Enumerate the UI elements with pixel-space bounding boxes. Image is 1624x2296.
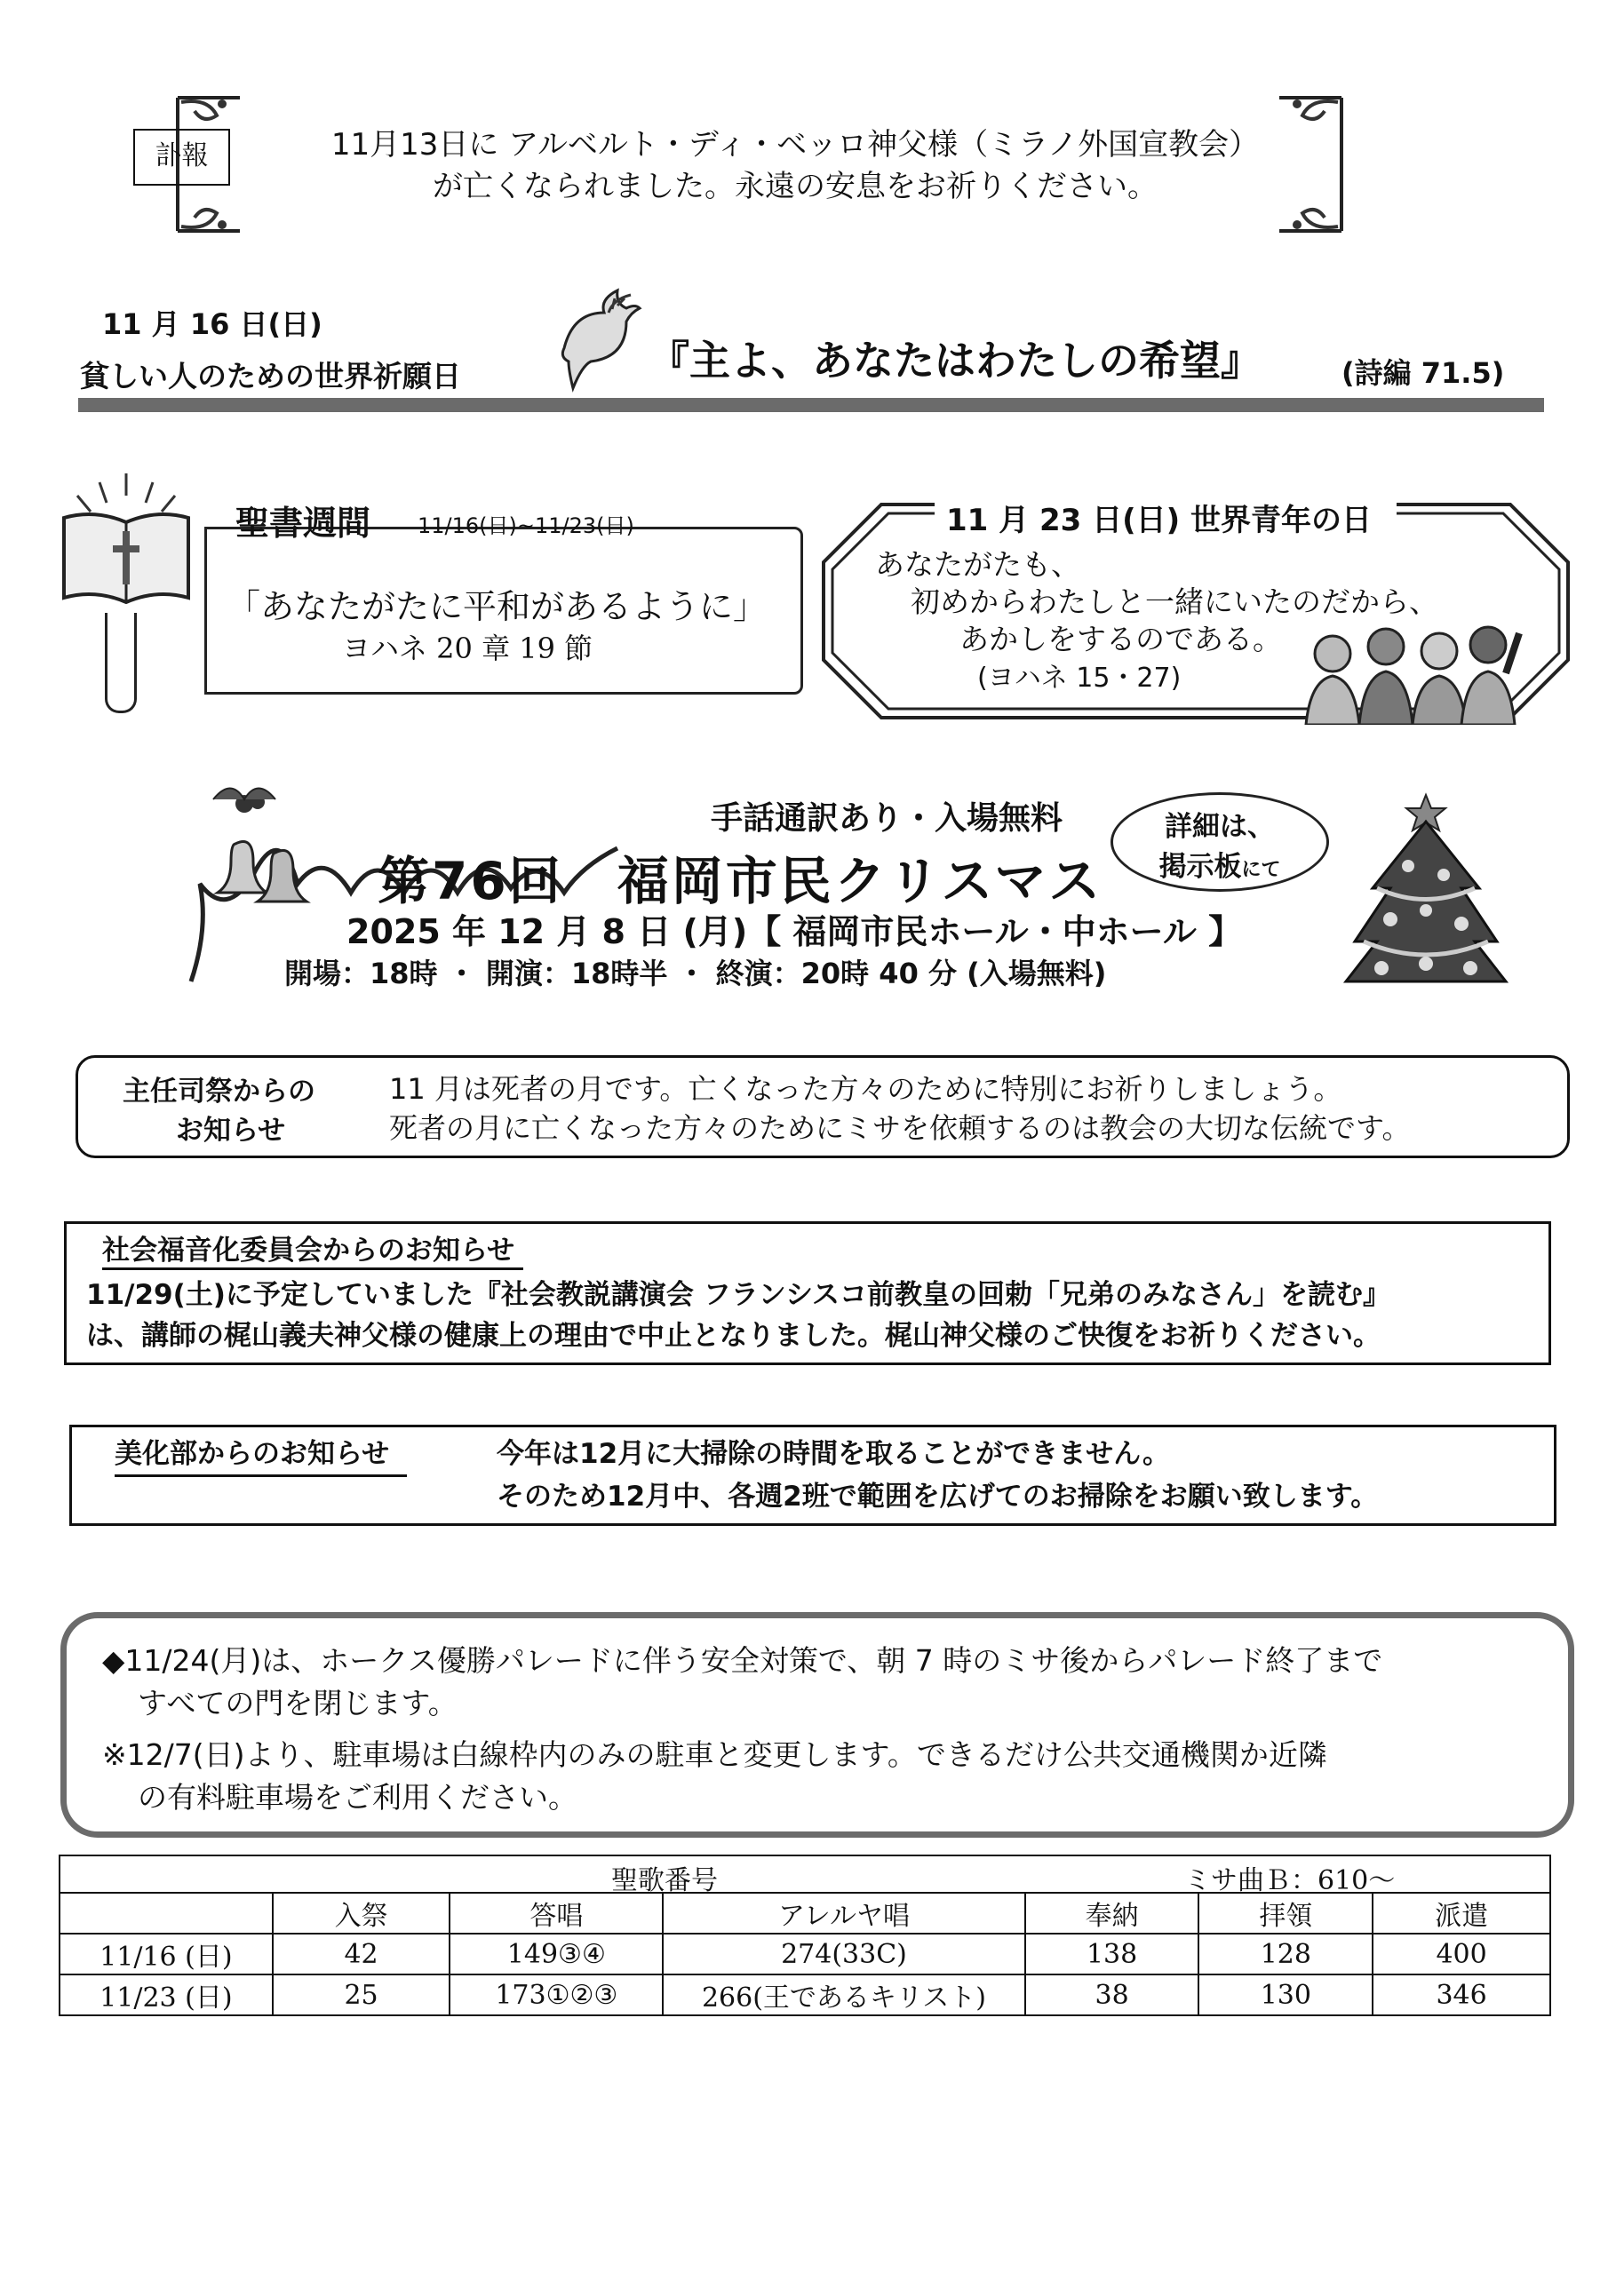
youth-day-line-3: あかしをするのである。 [959, 622, 1282, 656]
christmas-subtitle: 手話通訳あり・入場無料 [711, 800, 1063, 837]
table-cell: 11/23 (日) [60, 1974, 273, 2015]
pastor-notice-line-1: 11 月は死者の月です。亡くなった方々のために特別にお祈りしましょう。 [389, 1072, 1342, 1106]
poor-day-name: 貧しい人のための世界祈願日 [80, 359, 461, 393]
header-cell: 拝領 [1198, 1893, 1373, 1934]
table-cell: 400 [1373, 1934, 1550, 1974]
bible-week-ref: ヨハネ 20 章 19 節 [342, 632, 593, 665]
obituary-text [249, 124, 1341, 208]
details-note-line-1: 詳細は、 [1165, 811, 1275, 843]
header-cell: 答唱 [450, 1893, 663, 1934]
announcement-1-line-2: すべての門を閉じます。 [138, 1686, 458, 1720]
header-cell: 派遣 [1373, 1893, 1550, 1934]
pastor-notice-label-2: お知らせ [176, 1115, 286, 1147]
christmas-tree-icon [1337, 790, 1515, 990]
hymn-header-row [60, 1893, 1550, 1934]
table-cell: 149③④ [450, 1934, 663, 1974]
youth-day-title: 11 月 23 日(日) 世界青年の日 [946, 503, 1373, 538]
christmas-title: 第76回 福岡市民クリスマス [378, 851, 1103, 911]
beautification-line-1: 今年は12月に大掃除の時間を取ることができません。 [497, 1438, 1170, 1470]
social-committee-box [64, 1221, 1551, 1365]
beautification-box [69, 1425, 1556, 1526]
bible-week-dates: 11/16(日)~11/23(日) [418, 513, 634, 538]
poor-day-date: 11 月 16 日(日) [102, 307, 322, 341]
youth-group-icon [1297, 620, 1528, 725]
details-note-main: 掲示板 [1158, 851, 1242, 883]
youth-day-line-2: 初めからわたしと一緒にいたのだから、 [911, 584, 1438, 619]
social-committee-title: 社会福音化委員会からのお知らせ [102, 1227, 523, 1270]
beautification-line-2: そのため12月中、各週2班で範囲を広げてのお掃除をお願い致します。 [497, 1481, 1379, 1513]
header-cell [60, 1893, 273, 1934]
header-cell: 入祭 [273, 1893, 450, 1934]
bible-week-title: 聖書週間 [235, 504, 371, 543]
hymn-table [59, 1855, 1551, 2016]
scroll-roll-icon [105, 613, 137, 713]
hymn-title-cell [60, 1855, 1550, 1896]
announcement-1-line-1: ◆11/24(月)は、ホークス優勝パレードに伴う安全対策で、朝 7 時のミサ後からパレード終了まで [102, 1643, 1383, 1678]
social-committee-line-1: 11/29(土)に予定していました『社会教説講演会 フランシスコ前教皇の回勅「兄弟のみなさん」を読む』 [86, 1279, 1391, 1311]
pastor-notice-label-1: 主任司祭からの [123, 1076, 315, 1108]
table-cell: 130 [1198, 1974, 1373, 2015]
table-cell: 138 [1025, 1934, 1199, 1974]
details-note-line-2 [1113, 844, 1326, 884]
table-row [60, 1974, 1550, 2015]
announcement-2-line-1: ※12/7(日)より、駐車場は白線枠内のみの駐車と変更します。できるだけ公共交通機関か近隣 [102, 1737, 1327, 1772]
poor-day-theme: 『主よ、あなたはわたしの希望』 [649, 337, 1262, 385]
table-cell: 266(王であるキリスト) [663, 1974, 1025, 2015]
header-cell: アレルヤ唱 [663, 1893, 1025, 1934]
open-bible-icon [55, 469, 197, 611]
obituary-line-2: が亡くなられました。永遠の安息をお祈りください。 [433, 169, 1158, 204]
beautification-title: 美化部からのお知らせ [115, 1431, 407, 1477]
divider-band [78, 398, 1544, 412]
table-cell: 128 [1198, 1934, 1373, 1974]
hymn-title-row [60, 1855, 1550, 1893]
header-cell: 奉納 [1025, 1893, 1199, 1934]
obituary-label: 訃報 [133, 129, 230, 186]
table-cell: 11/16 (日) [60, 1934, 273, 1974]
table-cell: 38 [1025, 1974, 1199, 2015]
announcements-box [60, 1612, 1574, 1838]
announcement-2-line-2: の有料駐車場をご利用ください。 [138, 1780, 577, 1815]
hymn-title: 聖歌番号 [611, 1865, 718, 1896]
mass-setting: ミサ曲Ｂ：610～ [1184, 1865, 1396, 1896]
pastor-notice-line-2: 死者の月に亡くなった方々のためにミサを依頼するのは教会の大切な伝統です。 [389, 1111, 1411, 1145]
youth-day-ref: (ヨハネ 15・27) [977, 663, 1182, 694]
table-row [60, 1934, 1550, 1974]
social-committee-line-2: は、講師の梶山義夫神父様の健康上の理由で中止となりました。梶山神父様のご快復をお祈りください。 [86, 1320, 1381, 1352]
table-cell: 346 [1373, 1974, 1550, 2015]
table-cell: 274(33C) [663, 1934, 1025, 1974]
obituary-line-1: 11月13日に アルベルト・ディ・ベッロ神父様（ミラノ外国宣教会） [330, 127, 1260, 163]
poor-day-citation: (詩編 71.5) [1341, 356, 1505, 390]
table-cell: 25 [273, 1974, 450, 2015]
youth-day-line-1: あなたがたも、 [875, 547, 1080, 582]
details-note [1111, 792, 1329, 892]
dove-icon [546, 286, 649, 393]
pastor-notice-box [76, 1055, 1570, 1158]
bible-week-quote: 「あなたがたに平和があるように」 [227, 587, 768, 626]
christmas-date-venue: 2025 年 12 月 8 日 (月)【 福岡市民ホール・中ホール 】 [346, 912, 1243, 951]
table-cell: 173①②③ [450, 1974, 663, 2015]
table-cell: 42 [273, 1934, 450, 1974]
christmas-times: 開場：18時 ・ 開演：18時半 ・ 終演：20時 40 分 (入場無料) [284, 957, 1107, 990]
details-note-suffix: にて [1241, 859, 1281, 881]
